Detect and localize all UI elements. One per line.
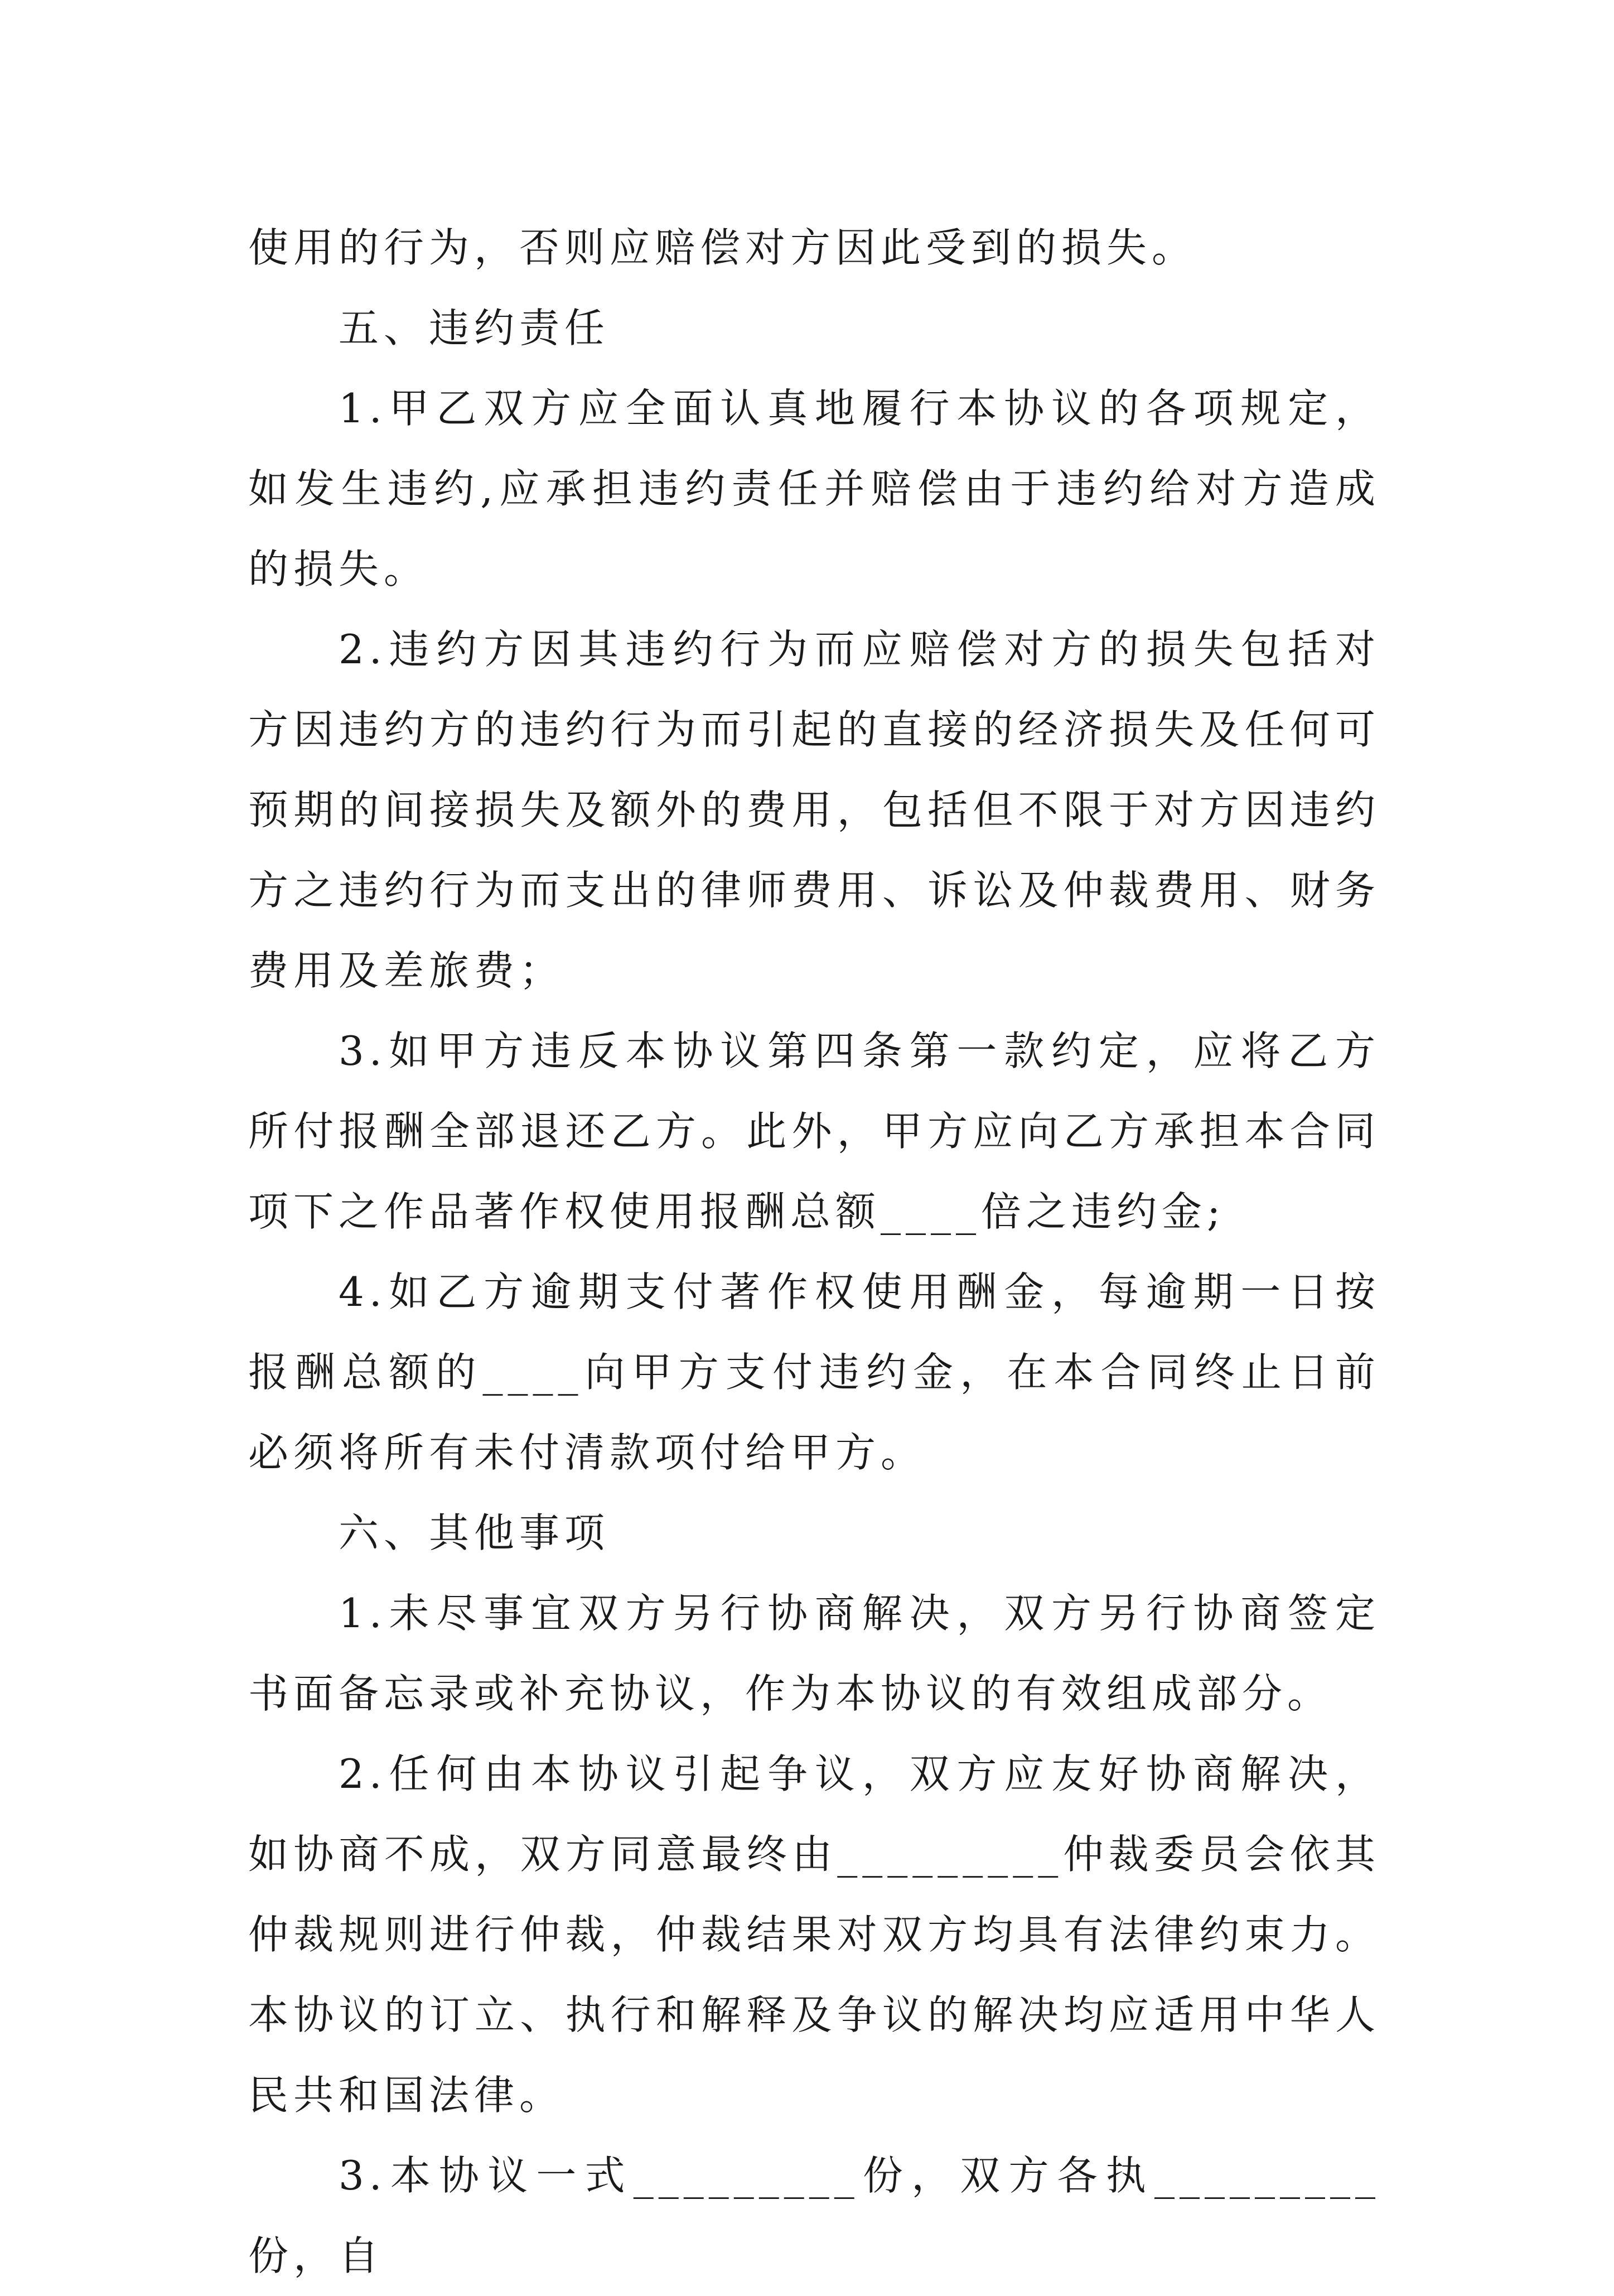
clause-5-2: 2.违约方因其违约行为而应赔偿对方的损失包括对方因违约方的违约行为而引起的直接的经济损失及任何可预期的间接损失及额外的费用，包括但不限于对方因违约方之违约行为而支出的律师费用、诉讼及仲裁费用、财务费用及差旅费； [248, 626, 1380, 994]
clause-5-3: 3.如甲方违反本协议第四条第一款约定，应将乙方所付报酬全部退还乙方。此外，甲方应向乙方承担本合同项下之作品著作权使用报酬总额____倍之违约金; [248, 1028, 1380, 1235]
clause-6-2: 2.任何由本协议引起争议，双方应友好协商解决，如协商不成，双方同意最终由_________仲裁委员会依其仲裁规则进行仲裁，仲裁结果对双方均具有法律约束力。本协议的订立、执行和解释及争议的解决均应适用中华人民共和国法律。 [248, 1750, 1380, 2119]
clause-6-1: 1.未尽事宜双方另行协商解决，双方另行协商签定书面备忘录或补充协议，作为本协议的有效组成部分。 [248, 1590, 1380, 1717]
clause-6-3: 3.本协议一式_________份，双方各执_________份，自 [248, 2152, 1380, 2279]
paragraph-continuation: 使用的行为，否则应赔偿对方因此受到的损失。 [248, 224, 1197, 271]
clause-5-4: 4.如乙方逾期支付著作权使用酬金，每逾期一日按报酬总额的____向甲方支付违约金，在本合同终止日前必须将所有未付清款项付给甲方。 [248, 1268, 1380, 1476]
section-heading-other-matters: 六、其他事项 [339, 1509, 610, 1556]
document-body [248, 208, 1380, 2296]
clause-5-1: 1.甲乙双方应全面认真地履行本协议的各项规定，如发生违约,应承担违约责任并赔偿由于违约给对方造成的损失。 [248, 385, 1380, 592]
section-heading-breach-liability: 五、违约责任 [339, 305, 610, 351]
